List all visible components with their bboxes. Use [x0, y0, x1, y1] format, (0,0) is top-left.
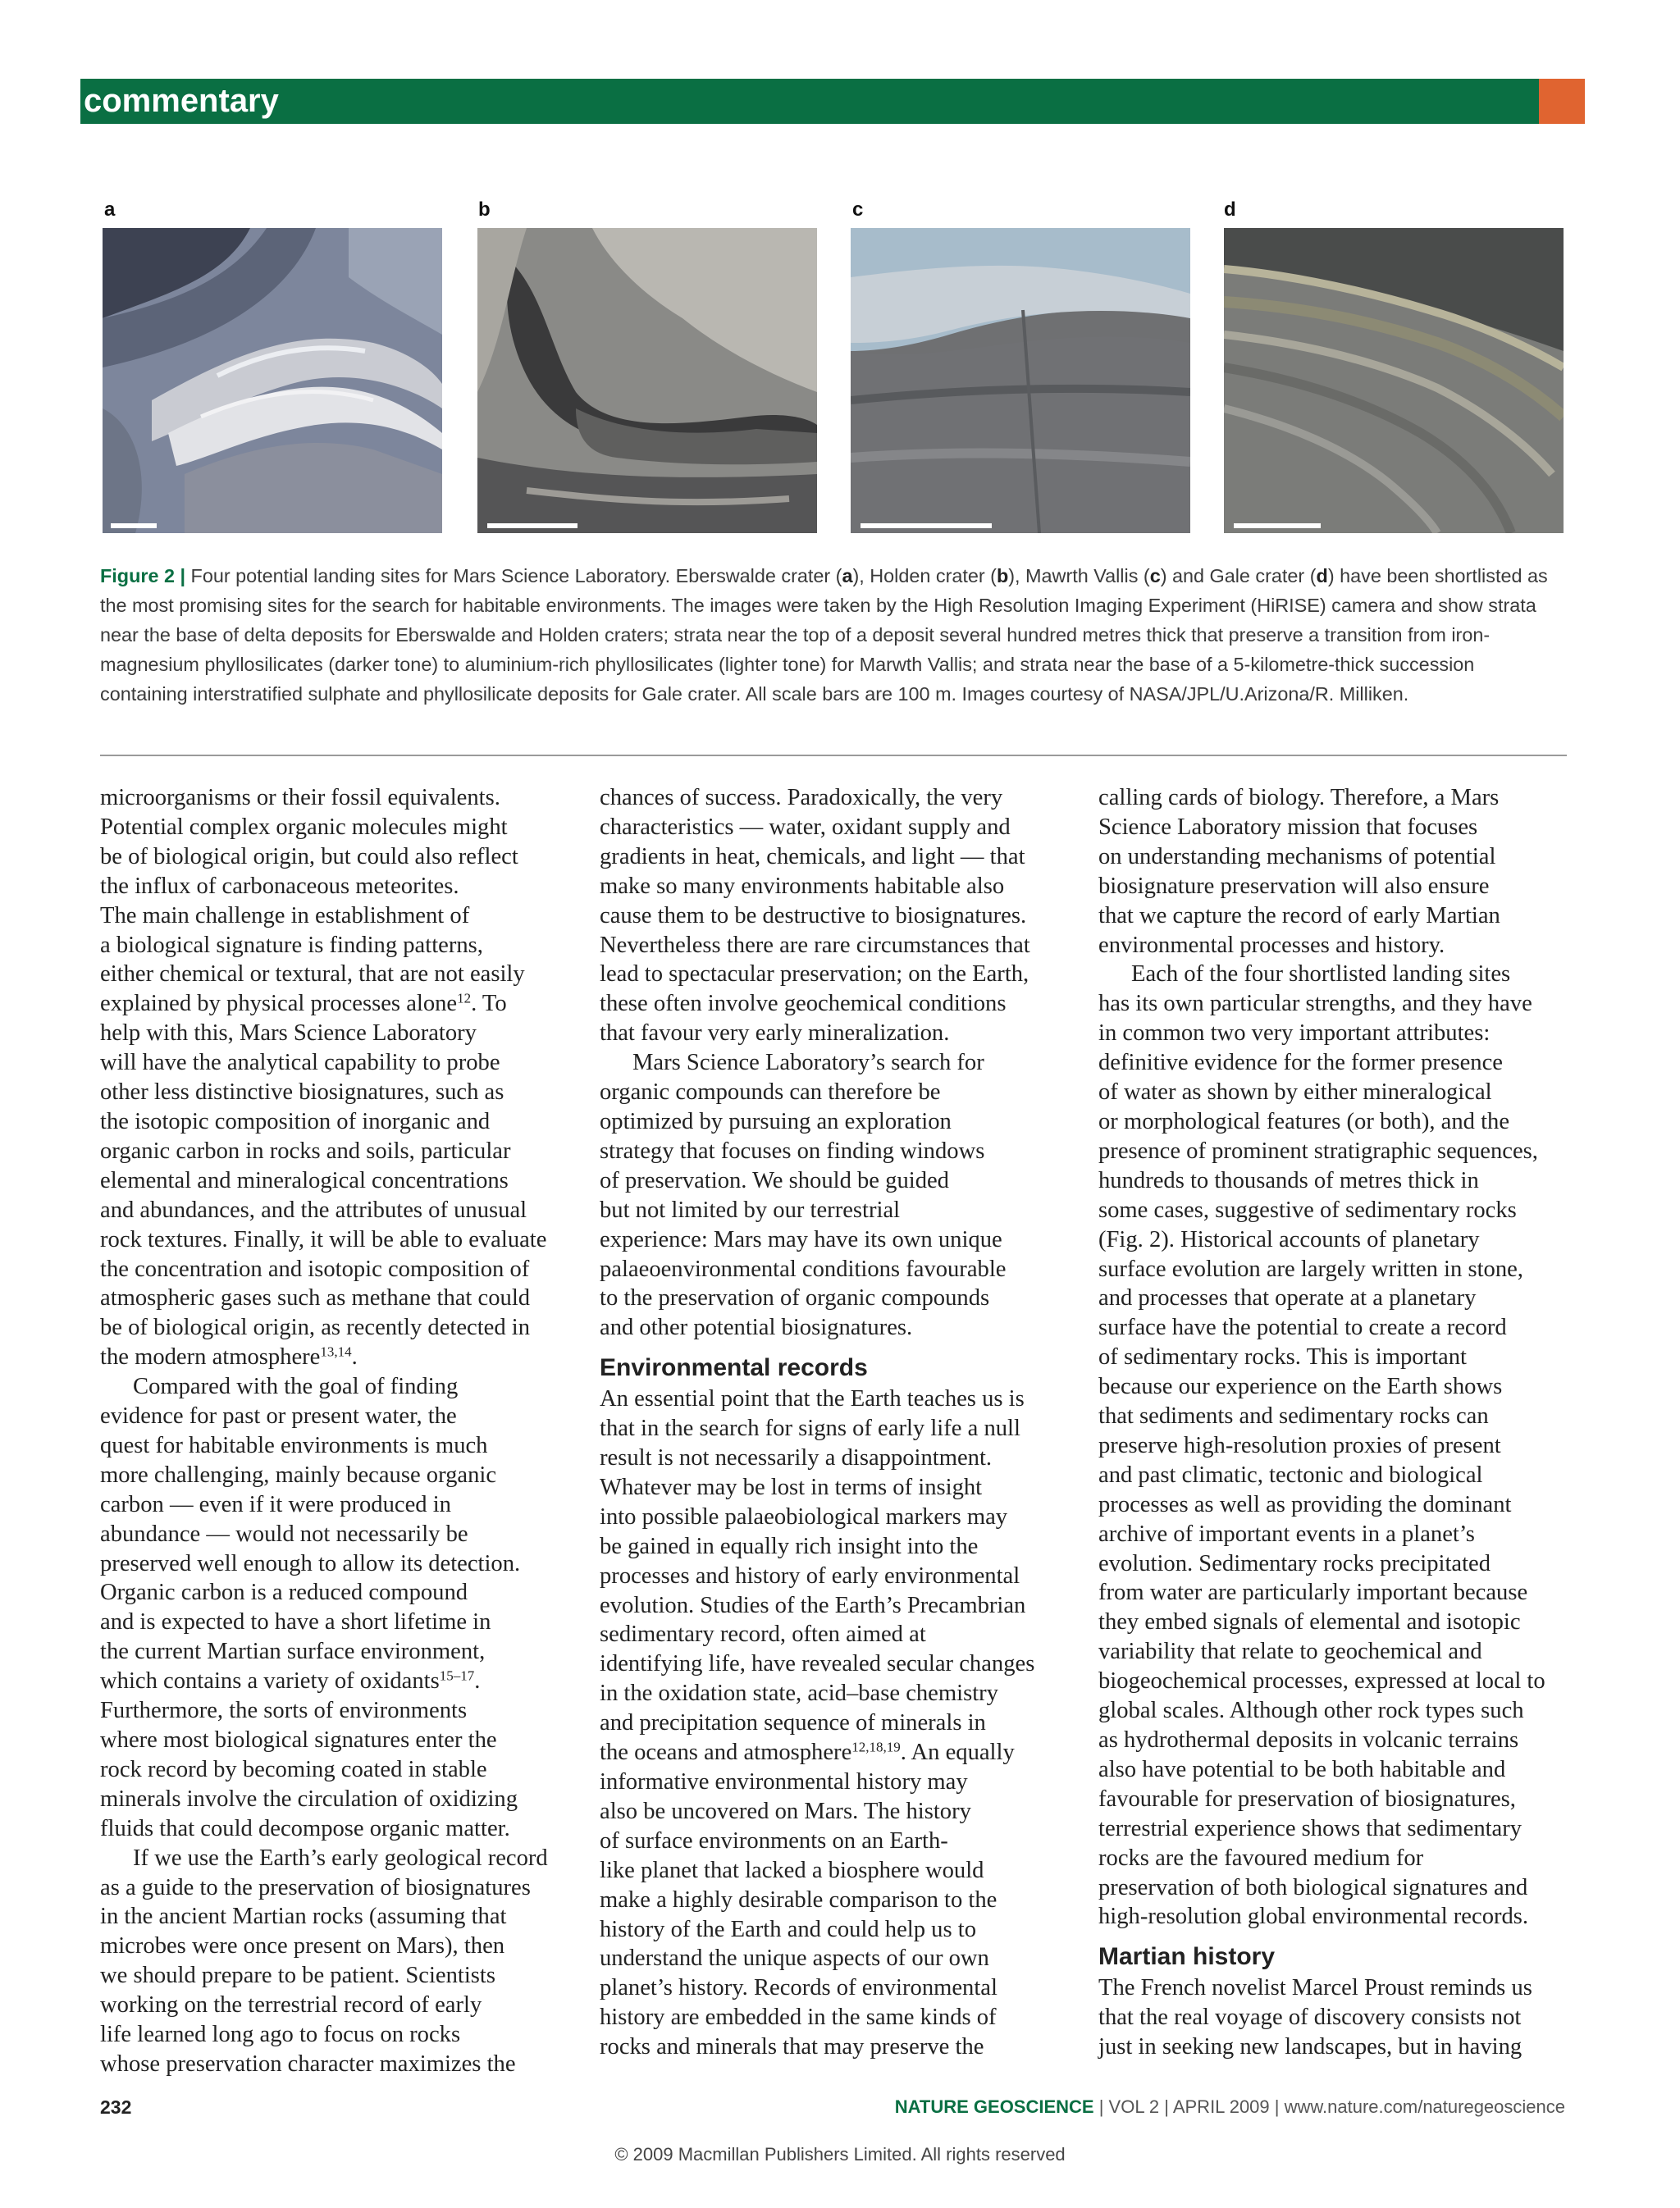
figure-panel-d: [1224, 228, 1564, 533]
text-line: sedimentary record, often aimed at: [600, 1622, 926, 1648]
text-line: history are embedded in the same kinds of: [600, 2005, 997, 2031]
text-line: gradients in heat, chemicals, and light — that: [600, 843, 1025, 869]
text-line: make a highly desirable comparison to the: [600, 1886, 998, 1913]
text-line: the isotopic composition of inorganic and: [100, 1108, 491, 1134]
text-line: optimized by pursuing an exploration: [600, 1108, 952, 1134]
section-heading-environmental-records: Environmental records: [600, 1354, 868, 1382]
text-line: that sediments and sedimentary rocks can: [1098, 1403, 1489, 1430]
text-line: planet’s history. Records of environmental: [600, 1975, 998, 2001]
caption-text-3: ), Mawrth Vallis (: [1008, 565, 1150, 586]
text-line: be of biological origin, but could also reflect: [100, 843, 518, 869]
text-line: of surface environments on an Earth-: [600, 1827, 948, 1854]
text-line: terrestrial experience shows that sedimentary: [1098, 1815, 1522, 1841]
text-line: in the oxidation state, acid–base chemistry: [600, 1681, 998, 1707]
text-line-part: .: [474, 1668, 481, 1695]
text-line: characteristics — water, oxidant supply and: [600, 814, 1011, 840]
text-line: [100, 1343, 548, 1372]
text-line: will have the analytical capability to probe: [100, 1050, 500, 1076]
text-line: and processes that operate at a planetary: [1098, 1285, 1477, 1312]
text-line-part: .: [351, 1344, 358, 1371]
panel-d-image: [1224, 228, 1564, 533]
journal-name: NATURE GEOSCIENCE: [894, 2096, 1094, 2117]
text-line: variability that relate to geochemical and: [1098, 1639, 1482, 1665]
section-banner: [80, 79, 1585, 124]
text-line: presence of prominent stratigraphic sequences,: [1098, 1138, 1538, 1164]
text-line: An essential point that the Earth teaches us is: [600, 1386, 1025, 1412]
text-line: these often involve geochemical conditions: [600, 991, 1007, 1017]
text-line: global scales. Although other rock types such: [1098, 1698, 1524, 1724]
citation: 15–17: [439, 1667, 475, 1684]
text-line: hundreds to thousands of metres thick in: [1098, 1167, 1479, 1193]
text-line: just in seeking new landscapes, but in having: [1098, 2034, 1522, 2060]
text-line: lead to spectacular preservation; on the Earth,: [600, 961, 1029, 988]
text-line: surface have the potential to create a record: [1098, 1315, 1507, 1341]
text-line: like planet that lacked a biosphere would: [600, 1857, 984, 1883]
text-line: carbon — even if it were produced in: [100, 1491, 451, 1517]
caption-text-2: ), Holden crater (: [852, 565, 997, 586]
panel-letter-b: b: [478, 198, 491, 221]
text-line: rock record by becoming coated in stable: [100, 1756, 487, 1782]
text-line: strategy that focuses on finding windows: [600, 1138, 985, 1164]
section-heading-martian-history: Martian history: [1098, 1943, 1276, 1971]
citation: 13,14: [320, 1344, 352, 1360]
caption-panel-c: c: [1149, 565, 1161, 586]
caption-text-4: ) and Gale crater (: [1160, 565, 1317, 586]
text-line: Whatever may be lost in terms of insight: [600, 1474, 983, 1500]
text-line: microorganisms or their fossil equivalents.: [100, 785, 500, 810]
text-line: (Fig. 2). Historical accounts of planetary: [1098, 1226, 1480, 1252]
text-line: favourable for preservation of biosignatures,: [1098, 1786, 1516, 1812]
text-line: quest for habitable environments is much: [100, 1432, 488, 1458]
text-line: and other potential biosignatures.: [600, 1315, 913, 1341]
text-line: that we capture the record of early Martian: [1098, 902, 1500, 928]
text-line: biogeochemical processes, expressed at local to: [1098, 1668, 1545, 1695]
text-line: working on the terrestrial record of early: [100, 1992, 482, 2019]
text-line: the influx of carbonaceous meteorites.: [100, 873, 459, 899]
text-line: help with this, Mars Science Laboratory: [100, 1020, 477, 1047]
text-line: we should prepare to be patient. Scientists: [100, 1963, 496, 1989]
text-line: be of biological origin, as recently detected in: [100, 1315, 531, 1341]
text-line: also have potential to be both habitable and: [1098, 1756, 1506, 1782]
text-line: that in the search for signs of early life a null: [600, 1416, 1020, 1442]
text-line: that the real voyage of discovery consists not: [1098, 2005, 1522, 2031]
text-line: processes as well as providing the dominant: [1098, 1491, 1512, 1517]
text-line: some cases, suggestive of sedimentary rocks: [1098, 1197, 1517, 1223]
text-line: life learned long ago to focus on rocks: [100, 2022, 461, 2048]
text-line: either chemical or textural, that are not easily: [100, 961, 525, 988]
figure-panel-a: [103, 228, 442, 533]
text-line: be gained in equally rich insight into the: [600, 1533, 979, 1559]
text-line: Potential complex organic molecules might: [100, 814, 508, 840]
text-line: identifying life, have revealed secular changes: [600, 1651, 1035, 1677]
journal-footer: [895, 2096, 1565, 2118]
text-line: on understanding mechanisms of potential: [1098, 843, 1496, 869]
text-line: informative environmental history may: [600, 1769, 968, 1795]
text-line-part: which contains a variety of oxidants: [100, 1668, 440, 1695]
panel-a-image: [103, 228, 442, 533]
text-line: environmental processes and history.: [1098, 932, 1445, 958]
text-line: If we use the Earth’s early geological record: [133, 1845, 548, 1871]
text-line: [600, 1738, 1034, 1768]
text-line: high-resolution global environmental records.: [1098, 1904, 1529, 1930]
text-line: atmospheric gases such as methane that could: [100, 1285, 531, 1312]
text-line: result is not necessarily a disappointment.: [600, 1445, 993, 1471]
panel-letter-d: d: [1224, 198, 1236, 221]
text-line: calling cards of biology. Therefore, a Mars: [1098, 785, 1500, 810]
text-line: of water as shown by either mineralogical: [1098, 1079, 1492, 1106]
text-line: organic carbon in rocks and soils, particular: [100, 1138, 511, 1164]
text-line: but not limited by our terrestrial: [600, 1197, 901, 1223]
panel-letter-c: c: [852, 198, 864, 221]
figure-panel-c: [851, 228, 1190, 533]
text-line: abundance — would not necessarily be: [100, 1521, 468, 1547]
text-column-1: [100, 783, 548, 2079]
text-line: in the ancient Martian rocks (assuming that: [100, 1904, 507, 1930]
text-line: evolution. Sedimentary rocks precipitated: [1098, 1550, 1491, 1576]
citation: 12: [457, 991, 472, 1006]
text-line: cause them to be destructive to biosignatures.: [600, 902, 1027, 928]
text-line: preserve high-resolution proxies of present: [1098, 1432, 1501, 1458]
caption-text-1: Four potential landing sites for Mars Science Laboratory. Eberswalde crater (: [185, 565, 842, 586]
caption-divider: [100, 755, 1567, 756]
text-line: The main challenge in establishment of: [100, 902, 470, 928]
text-line: rocks are the favoured medium for: [1098, 1845, 1424, 1871]
text-line: evidence for past or present water, the: [100, 1403, 457, 1430]
section-label: commentary: [84, 83, 279, 119]
text-line: Furthermore, the sorts of environments: [100, 1698, 468, 1724]
text-line: because our experience on the Earth shows: [1098, 1374, 1503, 1400]
text-line: make so many environments habitable also: [600, 873, 1005, 899]
text-line: fluids that could decompose organic matter.: [100, 1815, 510, 1841]
text-line: Compared with the goal of finding: [133, 1374, 459, 1400]
text-line: preserved well enough to allow its detection.: [100, 1550, 521, 1576]
text-line: organic compounds can therefore be: [600, 1079, 941, 1106]
citation: 12,18,19: [851, 1739, 901, 1755]
text-line: and is expected to have a short lifetime in: [100, 1609, 491, 1635]
text-line: and precipitation sequence of minerals in: [600, 1710, 986, 1736]
panel-letter-a: a: [104, 198, 116, 221]
text-line: chances of success. Paradoxically, the very: [600, 785, 1003, 810]
text-line: also be uncovered on Mars. The history: [600, 1798, 971, 1824]
text-line: rock textures. Finally, it will be able to evaluate: [100, 1226, 547, 1252]
text-line: or morphological features (or both), and the: [1098, 1108, 1510, 1134]
figure-panel-b: [477, 228, 817, 533]
text-line: more challenging, mainly because organic: [100, 1462, 497, 1488]
journal-issue: | VOL 2 | APRIL 2009 | www.nature.com/naturegeoscience: [1093, 2096, 1565, 2117]
text-line: [100, 989, 548, 1019]
text-line: in common two very important attributes:: [1098, 1020, 1491, 1047]
text-line: Organic carbon is a reduced compound: [100, 1580, 468, 1606]
text-line: biosignature preservation will also ensure: [1098, 873, 1490, 899]
text-line: The French novelist Marcel Proust reminds us: [1098, 1975, 1532, 2001]
text-line: processes and history of early environmental: [600, 1562, 1020, 1589]
text-line: and past climatic, tectonic and biological: [1098, 1462, 1483, 1488]
text-line: they embed signals of elemental and isotopic: [1098, 1609, 1521, 1635]
text-line-part: . To: [471, 991, 507, 1017]
text-line: preservation of both biological signatures and: [1098, 1874, 1528, 1900]
text-line: Each of the four shortlisted landing sites: [1131, 961, 1511, 988]
text-line: Mars Science Laboratory’s search for: [632, 1050, 984, 1076]
text-column-2: [600, 783, 1034, 2062]
text-line: microbes were once present on Mars), then: [100, 1933, 505, 1959]
text-line: other less distinctive biosignatures, such as: [100, 1079, 504, 1106]
section-tab-accent: [1539, 79, 1585, 124]
text-line: elemental and mineralogical concentrations: [100, 1167, 509, 1193]
text-line: Nevertheless there are rare circumstances that: [600, 932, 1030, 958]
text-column-3: [1098, 783, 1545, 2062]
text-line: that favour very early mineralization.: [600, 1020, 950, 1047]
text-line: where most biological signatures enter the: [100, 1727, 497, 1753]
caption-panel-d: d: [1316, 565, 1328, 586]
figure-label: Figure 2 |: [100, 565, 186, 586]
text-line: a biological signature is finding patterns,: [100, 932, 483, 958]
text-line: history of the Earth and could help us to: [600, 1916, 976, 1942]
text-line: surface evolution are largely written in stone,: [1098, 1256, 1523, 1282]
copyright-notice: © 2009 Macmillan Publishers Limited. All rights reserved: [614, 2144, 1066, 2165]
panel-c-image: [851, 228, 1190, 533]
caption-text-5: ) have been shortlisted as the most promising sites for the search for habitable environments. The images were taken by the High Resolution Imaging Experiment (HiRISE) camera and show strata near the base of delta deposits for Eberswalde and Holden craters; strata near the top of a deposit several hundred metres thick that preserve a transition from iron-magnesium phyllosilicates (darker tone) to aluminium-rich phyllosilicates (lighter tone) for Marwth Vallis; and strata near the base of a 5-kilometre-thick succession containing interstratified sulphate and phyllosilicate deposits for Gale crater. All scale bars are 100 m. Images courtesy of NASA/JPL/U.Arizona/R. Milliken.: [100, 565, 1548, 705]
text-line: rocks and minerals that may preserve the: [600, 2034, 984, 2060]
caption-panel-b: b: [996, 565, 1009, 586]
text-line: palaeoenvironmental conditions favourable: [600, 1256, 1007, 1282]
text-line: as hydrothermal deposits in volcanic terrains: [1098, 1727, 1519, 1753]
text-line: to the preservation of organic compounds: [600, 1285, 990, 1312]
panel-b-image: [477, 228, 817, 533]
text-line-part: the modern atmosphere: [100, 1344, 321, 1371]
text-line: as a guide to the preservation of biosignatures: [100, 1874, 531, 1900]
text-line: from water are particularly important because: [1098, 1580, 1528, 1606]
text-line: of preservation. We should be guided: [600, 1167, 949, 1193]
text-line: of sedimentary rocks. This is important: [1098, 1344, 1467, 1371]
caption-panel-a: a: [842, 565, 853, 586]
text-line: and abundances, and the attributes of unusual: [100, 1197, 527, 1223]
text-line-part: explained by physical processes alone: [100, 991, 458, 1017]
text-line-part: . An equally: [900, 1740, 1015, 1766]
text-line: Science Laboratory mission that focuses: [1098, 814, 1478, 840]
text-line: the current Martian surface environment,: [100, 1639, 486, 1665]
text-line: the concentration and isotopic composition of: [100, 1256, 530, 1282]
text-line: into possible palaeobiological markers may: [600, 1503, 1008, 1530]
text-line: minerals involve the circulation of oxidizing: [100, 1786, 518, 1812]
text-line: definitive evidence for the former presence: [1098, 1050, 1503, 1076]
text-line: [100, 1667, 548, 1696]
text-line: experience: Mars may have its own unique: [600, 1226, 1002, 1252]
page-number: 232: [100, 2096, 132, 2118]
text-line: whose preservation character maximizes the: [100, 2051, 516, 2077]
text-line: archive of important events in a planet’s: [1098, 1521, 1475, 1547]
text-line: evolution. Studies of the Earth’s Precambrian: [600, 1592, 1026, 1618]
figure-caption: [100, 561, 1567, 709]
text-line: has its own particular strengths, and they have: [1098, 991, 1532, 1017]
text-line-part: the oceans and atmosphere: [600, 1740, 852, 1766]
text-line: understand the unique aspects of our own: [600, 1946, 989, 1972]
